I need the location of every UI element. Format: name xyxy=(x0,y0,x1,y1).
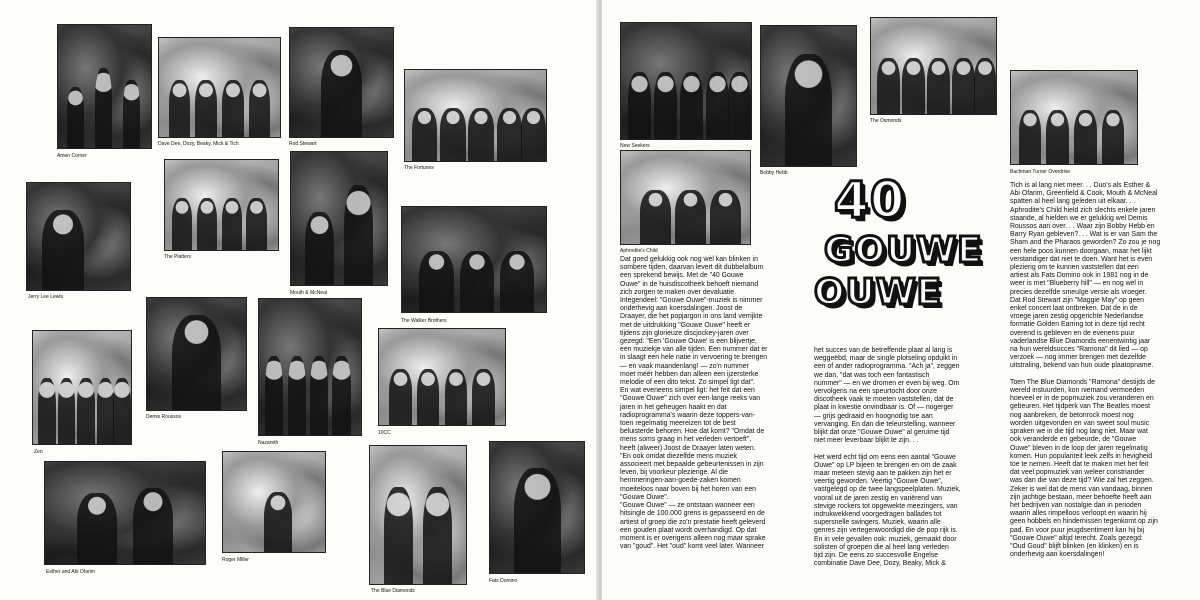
caption-aphrodites-child: Aphrodite's Child xyxy=(620,248,658,254)
title-line-2: OUWE xyxy=(814,272,943,313)
article-column-1: Dat goed gelukkig ook nog wèl kan blinken in sombere tijden, daarvan levert dit dubbelalbum een sprekend bewijs. Met de "40 Gouwe Ouwe" in de huisdiscotheek behoeft niemand zich zorgen te maken over devaluatie. Integendeel: "Gouwe Ouwe"-muziek is nimmer onderhevig aan koersdalingen. Joost de Draayer, die het popjargon in ons land verrijkte met de uitdrukking "Gouwe Ouwe" heeft er tijdens zijn glorieuze discjockey-jaren over gezegd: "Een 'Gouwe Ouwe' is een blijvertje, een muziekje van alle tijden. Een nummer dat er in slaagt een hele natie in vervoering te brengen — en vaak maandenlang! — zo'n nummer moet méér hebben dan alleen een ijzersterke melodie of een dito tekst. Zo simpel ligt dat". En wat eveneens simpel ligt: het feit dat een "Gouwe Ouwe" zich over een lange reeks van jaren in het geheugen haakt en dat radioprogramma's waarin deze toppers-van- toen regelmatig meereizen tot de best beluisterde behoren. Hoe dat komt? "Omdat de mens soms graag in het verleden vertoeft", heeft (alweer) Joost de Draayer laten weten. "En ook omdat diezelfde mens muziek associeert met bepaalde gebeurtenissen in zijn leven, bij voorkeur plezierige. Al die herinneringen-aan-goede-zaken komen moeiteloos naar boven bij het horen van een "Gouwe Ouwe". "Gouwe Ouwe" — ze ontstaan wanneer een hitsingle de 100.000 grens is gepasseerd en de artiest of groep die zo'n prestatie heeft geleverd een gouden plaat wordt overhandigd. Op dat moment is er overigens alleen nog maar sprake van "goud". Het "oud" komt veel later. Wanneer xyxy=(620,256,768,551)
caption-roger-miller: Roger Miller xyxy=(222,557,249,563)
caption-zen: Zen xyxy=(34,449,43,455)
caption-fats-domino: Fats Domino xyxy=(489,578,518,584)
photo-aphrodites-child xyxy=(620,150,751,245)
photo-the-fortunes xyxy=(404,69,547,162)
photo-rod-stewart xyxy=(289,27,394,138)
photo-nazareth xyxy=(258,298,362,436)
caption-the-walker-brothers: The Walker Brothers xyxy=(401,318,447,324)
left-page xyxy=(0,0,598,600)
photo-10cc xyxy=(378,328,506,426)
photo-mouth-mcneal xyxy=(290,151,388,286)
photo-bachman-turner-overdrive xyxy=(1010,70,1138,165)
photo-the-walker-brothers xyxy=(401,206,547,313)
right-page xyxy=(602,0,1200,600)
photo-dave-dee xyxy=(158,37,281,138)
photo-demis-roussos xyxy=(146,297,247,411)
caption-the-blue-diamonds: The Blue Diamonds xyxy=(371,588,415,594)
photo-bobby-hebb xyxy=(760,25,857,167)
article-column-2: het succes van de betreffende plaat al lang is weggeëbd, maar de single plotseling opduikt in een of ander radioprogramma. "Ach ja", zeggen we dan, "dat was toch een fantastisch nummer" — en we dromen er even bij weg. Om vervolgens na een speurtocht door onze discotheek vaak te moeten vaststellen, dat de plaat in kwestie onvindbaar is. Of — nogerger — grijs gedraaid en hoognodig toe aan vervanging. En dan die teleurstelling, wanneer blijkt dat onze "Gouwe Ouwe" al geruime tijd niet meer leverbaar blijkt te zijn. . . Het werd echt tijd om eens een aantal "Gouwe Ouwe" op LP bijeen te brengen en om de zaak maar meteen stevig aan te pakken zijn het er veertig geworden. Veertig "Gouwe Ouwe", vastgelegd op de twee langspeelplaten. Muziek, vooral uit de jaren zestig en variërend van stevige rockers tot opgewekte meezingers, van indrukwekkend voorgedragen ballades tot supersnelle swingers. Muziek, waarin alle genres zijn vertegenwoordigd die de pop rijk is. En in vele gevallen ook: muziek, gemaakt door solisten of groepen die al heel lang verleden tijd zijn. De eens zo succesvolle Engelse combinatie Dave Dee, Dozy, Beaky, Mick & xyxy=(814,347,961,568)
caption-10cc: 10CC xyxy=(378,430,391,436)
photo-new-seekers xyxy=(620,22,752,140)
photo-esther-abi-ofarim xyxy=(44,461,206,565)
caption-amen-corner: Amen Corner xyxy=(57,153,87,159)
photo-roger-miller xyxy=(222,451,326,553)
photo-zen xyxy=(32,330,132,445)
caption-esther-abi-ofarim: Esther and Abi Ofarim xyxy=(46,569,95,575)
photo-the-platters xyxy=(164,159,279,251)
caption-mouth-mcneal: Mouth & McNeal xyxy=(290,290,327,296)
title-number: 40 xyxy=(834,171,906,229)
title-line-1: GOUWE xyxy=(824,230,983,271)
photo-amen-corner xyxy=(57,24,152,149)
article-column-3: Tich is al lang niet meer. . . Duo's als Esther & Abi Ofarim, Greenfield & Cook, Mouth & McNeal spatten al heel lang geleden uit elkaar. . . Aphrodite's Child hield zich slechts enkele jaren staande, al hielden we er gelukkig wel Demis Roussos aan over. . . Waar zijn Bobby Hebb en Barry Ryan gebleven?. . . Wat is er van Sam the Sham and the Pharaos geworden? Zo zou je nog een hele poos kunnen doorgaan, maar het lijkt verstandiger dat niet te doen. Want het is even plezierig om te kunnen vaststellen dat een artiest als Fats Domino ook in 1981 nog in de weer is met "Blueberry hill" — en nog wel in precies dezelfde smeuïge versie als vroeger. Dat Rod Stewart zijn "Maggie May" op geen enkel concert laat ontbreken. Dat de in de vroege jaren zestig opgerichte Nederlandse formatie Golden Earring tot in deze tijd recht overend is gebleven en de evenens puur vaderlandse Blue Diamonds eenentwintig jaar na hun wereldsucces "Ramona" dit lied — op verzoek — nog immer brengen met dezelfde uitstraling, bekend van hun oude plaatopname. Toen The Blue Diamonds "Ramona" destijds de wereld instuurden, kon niemand vermoeden hoeveel er in de popmuziek zou veranderen en gebeuren. Het tijdperk van The Beatles moest nog aanbreken, de betonrock moest nog worden uitgevonden en van sweet soul music spraken we in die tijd nog lang niet. Maar wat ook veranderde en gebeurde, de "Gouwe Ouwe" bleven in de loop der jaren regelmatig komen. Hun populariteit leek zelfs in hevigheid toe te nemen. Heeft dat te maken met het feit dat veel popmuziek van weleer constriander was dan die van deze tijd? Wie zal het zeggen. Zeker is wel dat de mens van vandaag, binnen zijn jachtige bestaan, meer behoefte heeft aan het bedrijven van nostalgie dan in perioden waarin alles rimpelloos verloopt en waarin hij geen hobbels en hindernissen tegenkomt op zijn pad. En voor puur jeugdsentiment kan hij bij "Gouwe Ouwe" altijd terecht. Zoals gezegd: "Oud Goud" blijft blinken (en klinken) en is onderhevig aan koersdalingen! xyxy=(1010,182,1161,559)
caption-the-osmonds: The Osmonds xyxy=(870,118,902,124)
photo-the-blue-diamonds xyxy=(369,445,467,585)
caption-new-seekers: New Seekers xyxy=(620,143,650,149)
caption-rod-stewart: Rod Stewart xyxy=(289,141,317,147)
caption-bobby-hebb: Bobby Hebb xyxy=(760,170,788,176)
caption-dave-dee: Dave Dee, Dozy, Beaky, Mick & Tich xyxy=(158,141,239,147)
caption-the-fortunes: The Fortunes xyxy=(404,165,434,171)
photo-fats-domino xyxy=(489,441,585,574)
caption-jerry-lee-lewis: Jerry Lee Lewis xyxy=(28,294,64,300)
caption-nazareth: Nazareth xyxy=(258,440,279,446)
caption-demis-roussos: Demis Roussos xyxy=(146,414,182,420)
photo-jerry-lee-lewis xyxy=(26,182,131,291)
photo-the-osmonds xyxy=(870,17,997,115)
caption-bachman-turner-overdrive: Bachman Turner Overdrive xyxy=(1010,169,1071,175)
caption-the-platters: The Platters xyxy=(164,254,191,260)
